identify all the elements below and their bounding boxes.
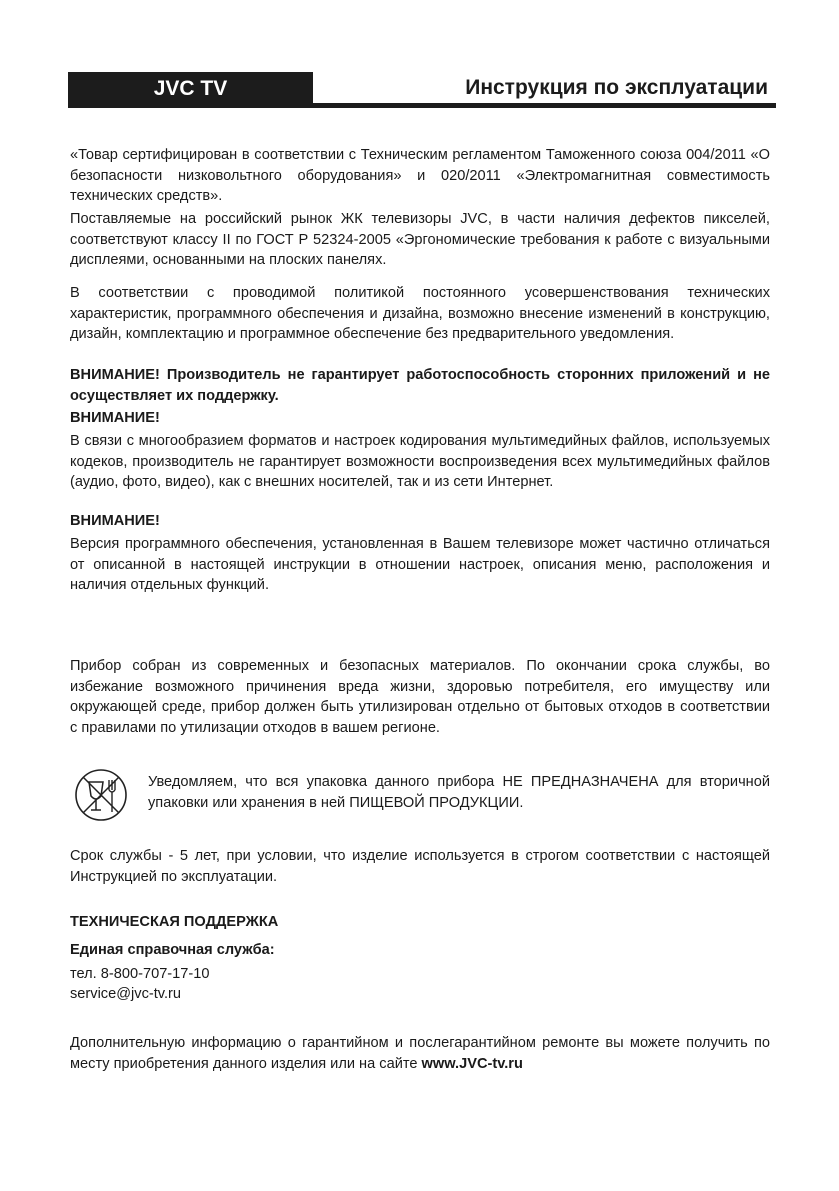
- page-title: Инструкция по эксплуатации: [465, 76, 768, 99]
- service-label: Единая справочная служба:: [70, 942, 275, 958]
- website-link[interactable]: www.JVC-tv.ru: [421, 1055, 523, 1072]
- certification-paragraph: «Товар сертифицирован в соответствии с Техническим регламентом Таможенного союза 004/2011 «О безопасности низковольтного оборудования» и 020/2011 «Электромагнитная совместимость технических средств».: [70, 147, 770, 204]
- support-phone: тел. 8-800-707-17-10: [70, 966, 210, 982]
- warranty-info-text: Дополнительную информацию о гарантийном и послегарантийном ремонте вы можете получить по месту приобретения данного изделия или на сайте: [70, 1035, 770, 1072]
- multimedia-warning: В связи с многообразием форматов и настроек кодирования мультимедийных файлов, используемых кодеков, производитель не гарантирует возможности воспроизведения всех мультимедийных файлов (аудио, фото, видео), как с внешних носителей, так и из сети Интернет.: [70, 433, 770, 490]
- software-warning: Версия программного обеспечения, установленная в Вашем телевизоре может частично отличаться от описанной в настоящей инструкции в отношении настроек, описания меню, расположения и наличия отдельных функций.: [70, 536, 770, 593]
- disposal-paragraph: Прибор собран из современных и безопасных материалов. По окончании срока службы, во избежание возможного причинения вреда жизни, здоровью потребителя, его имуществу или окружающей среде, прибор должен быть утилизирован отдельно от бытовых отходов в соответствии с правилами по утилизации отходов в вашем регионе.: [70, 658, 770, 736]
- pixel-class-paragraph: Поставляемые на российский рынок ЖК телевизоры JVC, в части наличия дефектов пикселей, соответствуют классу II по ГОСТ Р 52324-2005 «Эргономические требования к работе с визуальными дисплеями, основанными на плоских панелях.: [70, 211, 770, 268]
- support-email[interactable]: service@jvc-tv.ru: [70, 986, 182, 1002]
- packaging-notice: Уведомляем, что вся упаковка данного прибора НЕ ПРЕДНАЗНАЧЕНА для вторичной упаковки или хранения в ней ПИЩЕВОЙ ПРОДУКЦИИ.: [148, 774, 770, 811]
- service-life-paragraph: Срок службы - 5 лет, при условии, что изделие используется в строгом соответствии с настоящей Инструкцией по эксплуатации.: [70, 848, 770, 885]
- warning-heading: ВНИМАНИЕ!: [70, 513, 160, 529]
- warranty-info: [70, 1033, 770, 1074]
- support-heading: ТЕХНИЧЕСКАЯ ПОДДЕРЖКА: [70, 914, 279, 930]
- changes-paragraph: В соответствии с проводимой политикой постоянного усовершенствования технических характеристик, программного обеспечения и дизайна, возможно внесение изменений в конструкцию, дизайн, комплектацию и программное обеспечение без предварительного уведомления.: [70, 285, 770, 342]
- warning-heading: ВНИМАНИЕ!: [70, 410, 160, 426]
- not-for-food-icon: [74, 768, 128, 822]
- apps-warning: ВНИМАНИЕ! Производитель не гарантирует работоспособность сторонних приложений и не осуществляет их поддержку.: [70, 367, 770, 404]
- header-divider: [313, 103, 776, 108]
- brand-header: JVC TV: [68, 72, 313, 108]
